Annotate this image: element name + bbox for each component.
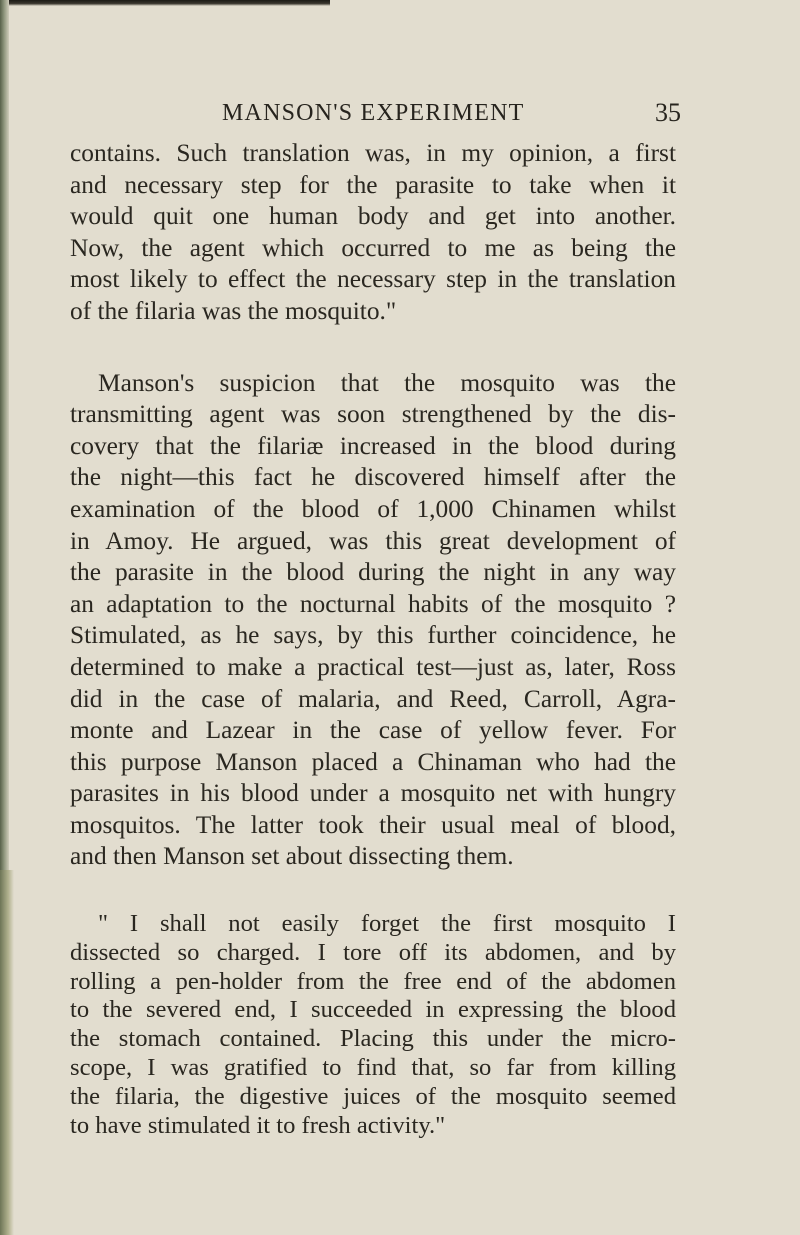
- text-line: the stomach contained. Placing this under the micro-: [70, 1025, 676, 1053]
- text-line: covery that the filariæ increased in the blood during: [70, 431, 676, 460]
- text-line: transmitting agent was soon strengthened by the dis-: [70, 400, 676, 429]
- text-line: the night—this fact he discovered himself after the: [70, 463, 676, 492]
- text-line: parasites in his blood under a mosquito net with hungry: [70, 779, 676, 808]
- paragraph-2: [70, 368, 676, 874]
- text-line: examination of the blood of 1,000 Chinamen whilst: [70, 494, 676, 523]
- text-line: the filaria, the digestive juices of the mosquito seemed: [70, 1082, 676, 1110]
- text-line: would quit one human body and get into another.: [70, 202, 676, 231]
- text-line: most likely to effect the necessary step in the translation: [70, 265, 676, 294]
- running-title: MANSON'S EXPERIMENT: [222, 100, 525, 126]
- text-line: contains. Such translation was, in my opinion, a first: [70, 139, 676, 167]
- text-line: did in the case of malaria, and Reed, Carroll, Agra-: [70, 684, 676, 713]
- text-line: an adaptation to the nocturnal habits of the mosquito ?: [70, 589, 676, 618]
- page-top-edge-shadow: [0, 0, 330, 6]
- paragraph-1: [70, 138, 676, 328]
- text-line: this purpose Manson placed a Chinaman who had the: [70, 747, 676, 776]
- text-line: scope, I was gratified to find that, so far from killing: [70, 1054, 676, 1082]
- page-number: 35: [655, 98, 681, 127]
- text-line: dissected so charged. I tore off its abdomen, and by: [70, 938, 676, 966]
- quotation-paragraph: [70, 910, 676, 1140]
- text-line: Now, the agent which occurred to me as being the: [70, 233, 676, 262]
- text-line: determined to make a practical test—just as, later, Ross: [70, 652, 676, 681]
- text-line: mosquitos. The latter took their usual meal of blood,: [70, 810, 676, 839]
- paragraph-gap: [70, 873, 676, 910]
- text-line: rolling a pen-holder from the free end of the abdomen: [70, 967, 676, 995]
- text-line: in Amoy. He argued, was this great development of: [70, 526, 676, 555]
- text-line: " I shall not easily forget the first mosquito I: [98, 910, 676, 938]
- text-line: of the filaria was the mosquito.": [70, 296, 397, 325]
- text-line: Stimulated, as he says, by this further coincidence, he: [70, 621, 676, 650]
- text-line: to the severed end, I succeeded in expressing the blood: [70, 996, 676, 1024]
- text-line: monte and Lazear in the case of yellow fever. For: [70, 716, 676, 745]
- page-binding-edge-lower: [0, 870, 14, 1235]
- text-line: and necessary step for the parasite to take when it: [70, 170, 676, 199]
- running-head: [0, 96, 800, 136]
- body-text: [70, 138, 676, 1140]
- text-line: and then Manson set about dissecting them.: [70, 842, 514, 871]
- text-line: to have stimulated it to fresh activity.": [70, 1111, 446, 1139]
- text-line: Manson's suspicion that the mosquito was the: [98, 368, 676, 397]
- text-line: the parasite in the blood during the night in any way: [70, 558, 676, 587]
- paragraph-gap: [70, 328, 676, 368]
